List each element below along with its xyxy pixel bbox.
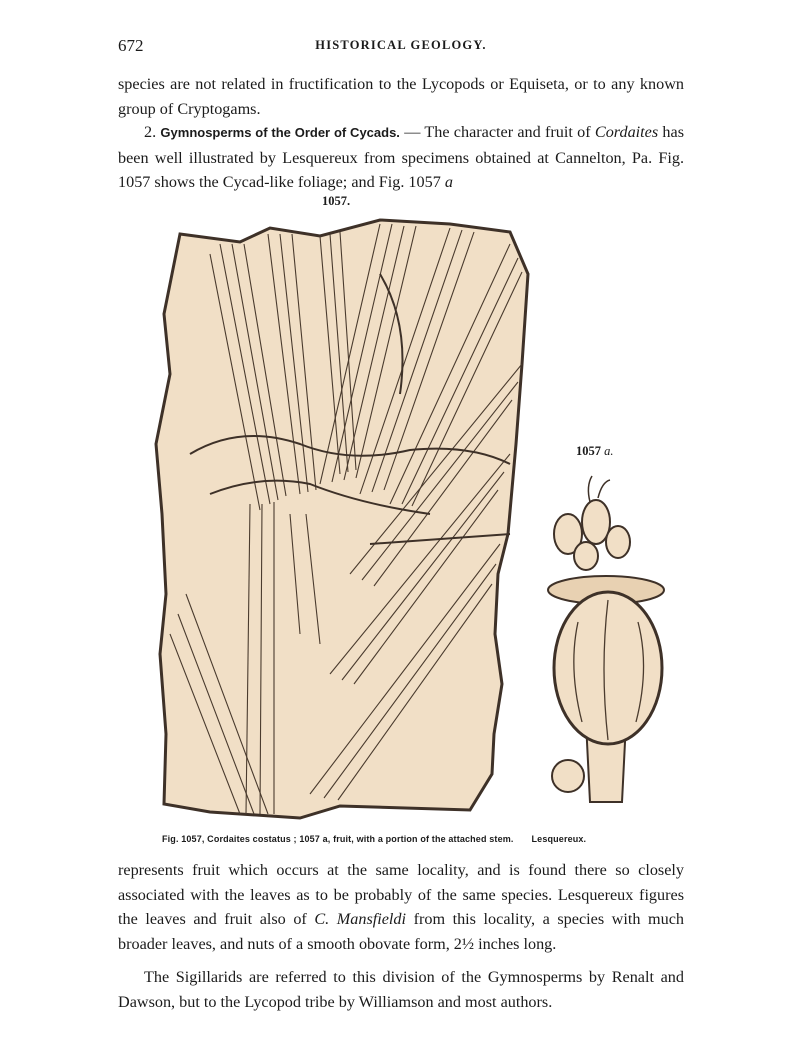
section-text-2: has been well illustrated by Lesquereux from specimens obtained at Cannelton, Pa. Fig. 1057 shows the Cycad-like foliage; and Fig. 1057 [118,123,685,191]
figure-caption [162,834,662,844]
paragraph-2-text [118,858,684,956]
fig-suffix: a [444,173,453,191]
fossil-leaves-illustration [150,214,550,824]
figure-1057a-suffix: a. [604,444,614,458]
running-title: HISTORICAL GEOLOGY. [315,38,487,52]
species-name: C. Mansfieldi [314,910,407,928]
fossil-fruit-illustration [538,472,678,812]
running-header [118,36,684,60]
paragraph-2-text-2: from this locality, a species with much broader leaves, and nuts of a smooth obovate form, 2½ inches long. [118,910,684,953]
paragraph-2-text-1: represents fruit which occurs at the same locality, and is found there so closely associated with the leaves as to be probably of the same species. Lesquereux figures the leaves and fruit also of [118,861,684,928]
figure-1057a-label [576,444,614,459]
figure-1057-label: 1057. [322,194,351,208]
section-title: Gymnosperms of the Order of Cycads. [160,125,400,140]
paragraph-2 [118,858,684,956]
figure-1057a-number: 1057 [576,444,605,458]
genus-name: Cordaites [594,123,659,141]
figure-caption-author: Lesquereux. [531,834,587,844]
paragraph-3 [118,965,684,1014]
top-paragraph-text: species are not related in fructification to the Lycopods or Equiseta, or to any known group of Cryptogams. [118,75,684,118]
section-paragraph [118,120,684,195]
page-number: 672 [118,36,144,55]
figure-caption-text: Fig. 1057, Cordaites costatus ; 1057 a, fruit, with a portion of the attached stem. [162,834,514,844]
section-dash: — [399,123,425,141]
section-paragraph-text [118,120,684,195]
top-paragraph [118,72,684,121]
section-number: 2. [144,123,157,141]
fossil-slab [156,220,528,818]
paragraph-3-text: The Sigillarids are referred to this division of the Gymnosperms by Renalt and Dawson, but to the Lycopod tribe by Williamson and most authors. [118,968,684,1011]
section-text-1: The character and fruit of [424,123,595,141]
fruit-body [554,592,662,744]
